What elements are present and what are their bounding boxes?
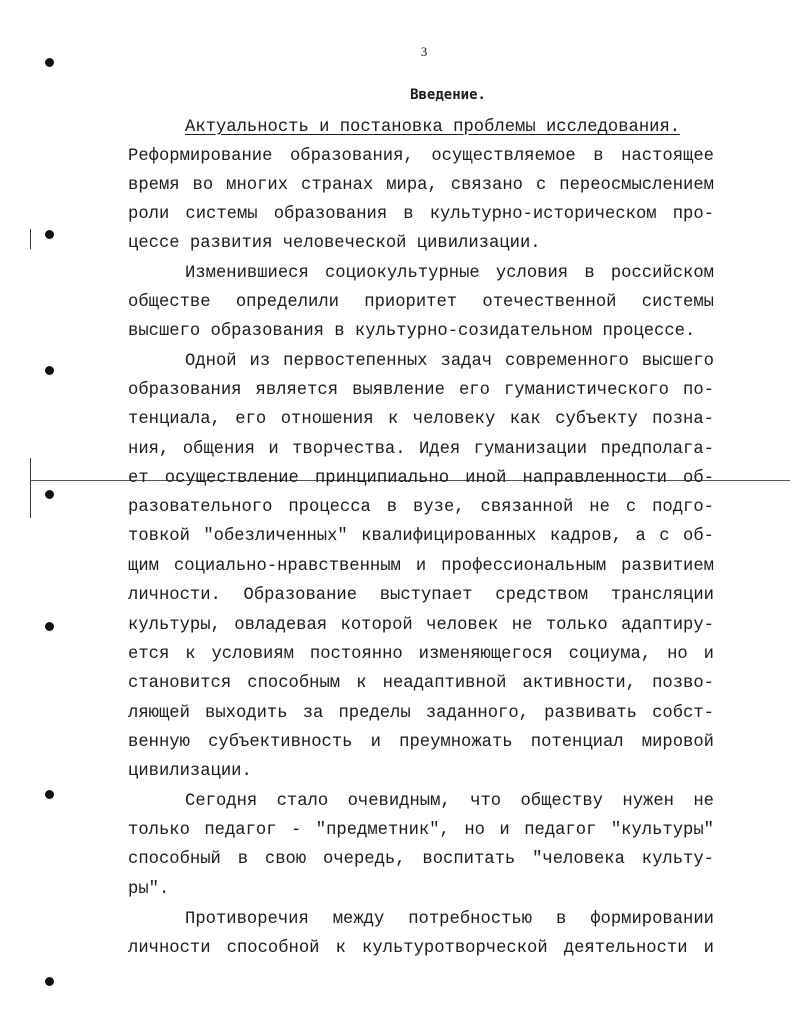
punch-hole-mark [45,790,54,799]
scan-artifact-line [30,458,31,518]
section-heading: Введение. [410,87,486,103]
text-line: Изменившиеся социокультурные условия в российском [185,264,714,283]
text-line: образования является выявление его гуманистического по- [128,381,714,400]
text-line: цивилизации. [128,762,252,781]
text-line: Актуальность и постановка проблемы исследования. [185,118,681,137]
page-number: 3 [420,44,428,59]
text-line: ется к условиям постоянно изменяющегося социума, но и [128,645,714,664]
text-line: ры". [128,880,170,899]
text-line: высшего образования в культурно-созидательном процессе. [128,322,696,341]
punch-hole-mark [45,366,54,375]
text-line: венную субъективность и преумножать потенциал мировой [128,733,714,752]
text-line: ляющей выходить за пределы заданного, развивать собст- [128,704,714,723]
text-line: личности. Образование выступает средством трансляции [128,586,714,605]
text-line: обществе определили приоритет отечественной системы [128,293,714,312]
text-line: разовательного процесса в вузе, связанной не с подго- [128,498,714,517]
text-line: ет осуществление принципиально иной направленности об- [128,469,714,488]
text-line: тенциала, его отношения к человеку как субъекту позна- [128,410,714,429]
text-line: личности способной к культуротворческой деятельности и [128,939,714,958]
punch-hole-mark [45,490,54,499]
text-line: товкой "обезличенных" квалифицированных кадров, а с об- [128,527,714,546]
punch-hole-mark [45,622,54,631]
scan-artifact-line [30,229,31,249]
text-line: культуры, овладевая которой человек не только адаптиру- [128,616,714,635]
text-line: Одной из первостепенных задач современного высшего [185,352,714,371]
text-line: Сегодня стало очевидным, что обществу нужен не [185,792,714,811]
text-line: щим социально-нравственным и профессиональным развитием [128,557,714,576]
text-line: цессе развития человеческой цивилизации. [128,234,541,253]
punch-hole-mark [45,230,54,239]
text-line: ния, общения и творчества. Идея гуманизации предполага- [128,440,714,459]
text-line: Реформирование образования, осуществляемое в настоящее [128,147,714,166]
punch-hole-mark [45,58,54,67]
text-line: становится способным к неадаптивной активности, позво- [128,674,714,693]
text-line: Противоречия между потребностью в формировании [185,910,714,929]
text-line: только педагог - "предметник", но и педагог "культуры" [128,821,714,840]
text-line: время во многих странах мира, связано с переосмыслением [128,176,714,195]
text-line: способный в свою очередь, воспитать "человека культу- [128,850,714,869]
punch-hole-mark [45,977,54,986]
text-line: роли системы образования в культурно-историческом про- [128,205,714,224]
